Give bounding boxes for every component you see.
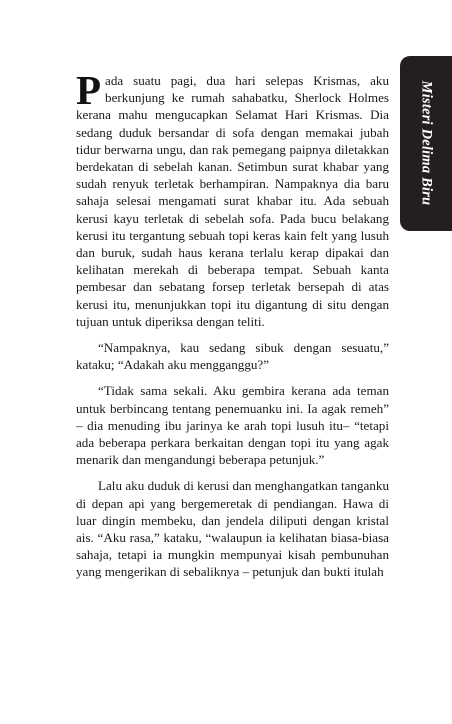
chapter-title: Misteri Delima Biru [418, 80, 435, 206]
paragraph-2: “Nampaknya, kau sedang sibuk dengan sesuatu,” kataku; “Adakah aku mengganggu?” [76, 340, 389, 373]
paragraph-3: “Tidak sama sekali. Aku gembira kerana ada teman untuk berbincang tentang penemuanku ini. Ia agak remeh” – dia menuding ibu jarinya ke arah topi lusuh itu– “tetapi ada beberapa perkara berkaitan dengan topi itu yang agak menarik dan mengandungi beberapa petunjuk.” [76, 383, 389, 468]
chapter-side-tab [400, 56, 452, 231]
body-text [76, 67, 389, 590]
paragraph-4: Lalu aku duduk di kerusi dan menghangatkan tanganku di depan api yang bergemeretak di pendiangan. Hawa di luar dingin membeku, dan jendela diliputi dengan kristal ais. “Aku rasa,” kataku, “walaupun ia kelihatan biasa-biasa sahaja, tetapi ia mungkin mempunyai kisah pembunuhan yang mengerikan di sebaliknya – petunjuk dan bukti itulah [76, 478, 389, 580]
drop-cap: P [76, 67, 102, 113]
paragraph-1 [76, 67, 389, 330]
paragraph-1-text: ada suatu pagi, dua hari selepas Krismas, aku berkunjung ke rumah sahabatku, Sherlock Holmes kerana mahu mengucapkan Selamat Hari Krismas. Dia sedang duduk bersandar di sofa dengan memakai jubah tidur berwarna ungu, dan rak pemegang paipnya diletakkan berdekatan di sebelah kanan. Setimbun surat khabar yang sudah renyuk terletak berhampiran. Nampaknya dia baru sahaja selesai mengamati surat khabar itu. Ada sebuah kerusi kayu terletak di sebelah sofa. Pada bucu belakang kerusi itu tergantung sebuah topi keras kain felt yang lusuh dan buruk, sudah haus kerana terlalu kerap dipakai dan kelihatan merekah di beberapa tempat. Sebuah kanta pembesar dan sebatang forsep terletak bersepah di atas kerusi itu, menunjukkan topi itu digantung di situ dengan tujuan untuk diperiksa dengan teliti. [76, 73, 389, 329]
